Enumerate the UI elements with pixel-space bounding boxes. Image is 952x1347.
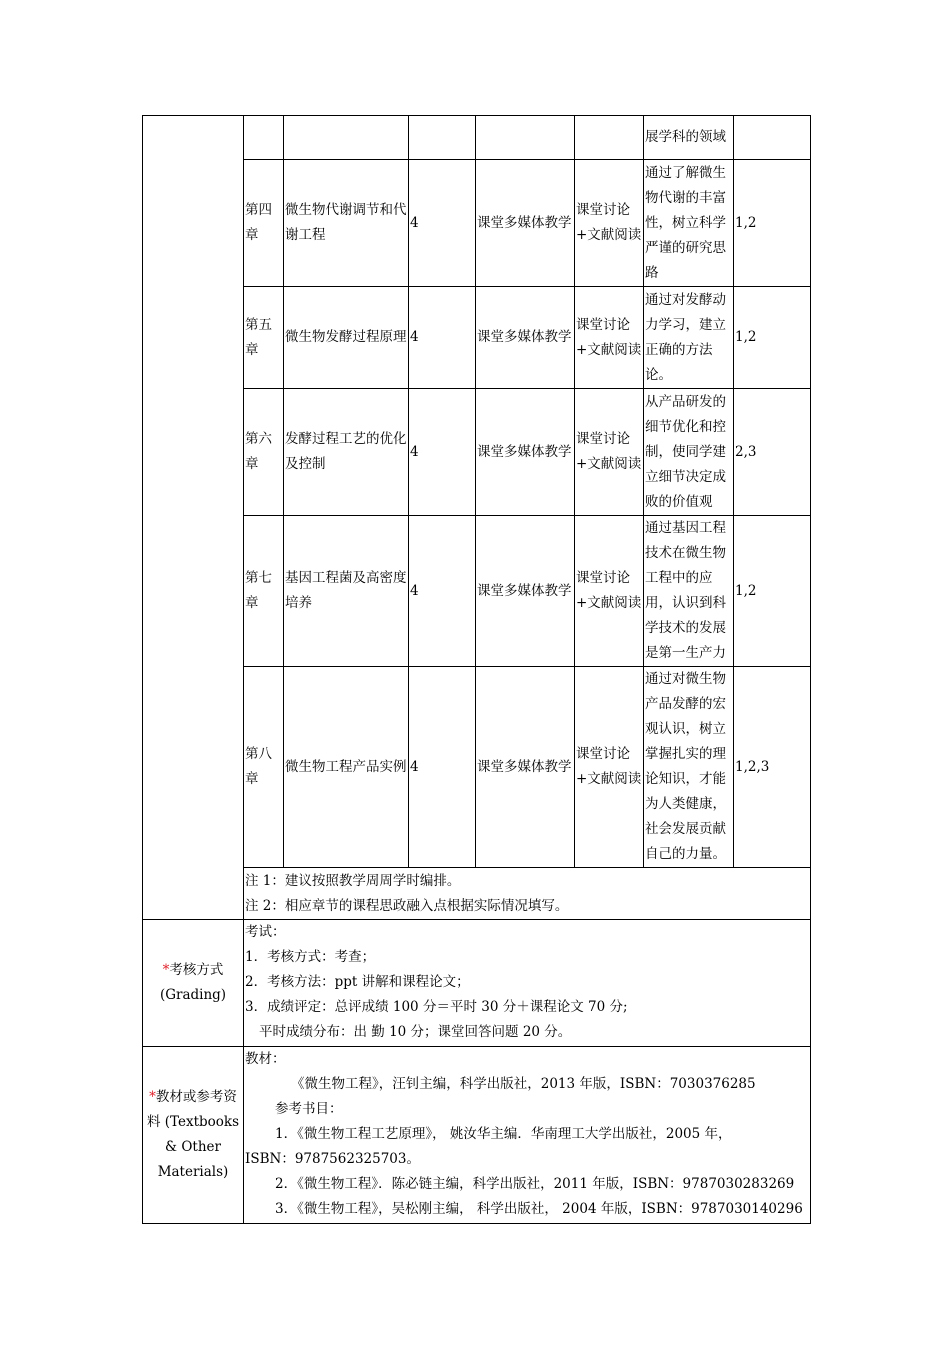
grading-line: 3．成绩评定：总评成绩 100 分＝平时 30 分＋课程论文 70 分; xyxy=(245,999,628,1015)
objectives-cell: 1,2,3 xyxy=(734,667,811,868)
chapter-title-cell: 微生物发酵过程原理 xyxy=(284,287,409,389)
reference-entry-2: 2．《微生物工程》．陈必链主编，科学出版社，2011 年版，ISBN：9787030283269 xyxy=(275,1176,795,1192)
chapter-title-cell: 发酵过程工艺的优化及控制 xyxy=(284,389,409,516)
table-row xyxy=(143,516,811,667)
table-row xyxy=(143,116,811,160)
activity-cell: 课堂讨论+文献阅读 xyxy=(575,287,644,389)
grading-content-cell xyxy=(244,920,811,1047)
materials-label-line: Materials) xyxy=(157,1164,229,1180)
goal-cell: 从产品研发的细节优化和控制，使同学建立细节决定成败的价值观 xyxy=(644,389,734,516)
notes-cell xyxy=(244,868,811,920)
method-cell: 课堂多媒体教学 xyxy=(476,516,575,667)
method-cell: 课堂多媒体教学 xyxy=(476,667,575,868)
materials-label-line xyxy=(145,1085,241,1110)
empty-cell xyxy=(284,116,409,160)
required-star: * xyxy=(162,962,170,978)
grading-line: 平时成绩分布：出 勤 10 分；课堂回答问题 20 分。 xyxy=(259,1024,572,1040)
materials-label-line: 料 (Textbooks xyxy=(146,1114,240,1130)
table-row xyxy=(143,287,811,389)
materials-row xyxy=(143,1047,811,1224)
grading-label-en: (Grading) xyxy=(159,987,227,1003)
empty-cell xyxy=(409,116,476,160)
category-cell-blank xyxy=(143,116,244,920)
grading-label-text: 考核方式 xyxy=(169,962,224,978)
chapter-title-cell: 微生物工程产品实例 xyxy=(284,667,409,868)
grading-label xyxy=(145,958,241,983)
objectives-cell: 1,2 xyxy=(734,160,811,287)
references-heading: 参考书目： xyxy=(275,1101,343,1117)
activity-cell: 课堂讨论+文献阅读 xyxy=(575,667,644,868)
objectives-cell: 2,3 xyxy=(734,389,811,516)
goal-cell: 通过基因工程技术在微生物工程中的应用，认识到科学技术的发展是第一生产力 xyxy=(644,516,734,667)
goal-cell: 展学科的领域 xyxy=(644,116,734,160)
goal-cell: 通过对微生物产品发酵的宏观认识，树立掌握扎实的理论知识，才能为人类健康，社会发展贡献自己的力量。 xyxy=(644,667,734,868)
grading-row xyxy=(143,920,811,1047)
hours-cell: 4 xyxy=(409,667,476,868)
chapter-cell: 第六章 xyxy=(244,389,284,516)
materials-label-cell xyxy=(143,1047,244,1224)
method-cell: 课堂多媒体教学 xyxy=(476,287,575,389)
goal-cell: 通过了解微生物代谢的丰富性，树立科学严谨的研究思路 xyxy=(644,160,734,287)
activity-cell: 课堂讨论+文献阅读 xyxy=(575,389,644,516)
objectives-cell: 1,2 xyxy=(734,516,811,667)
syllabus-table xyxy=(142,115,811,1224)
notes-row xyxy=(143,868,811,920)
chapter-cell: 第七章 xyxy=(244,516,284,667)
required-star: * xyxy=(149,1089,156,1105)
reference-entry-1: 1．《微生物工程工艺原理》， 姚汝华主编．华南理工大学出版社，2005 年， xyxy=(275,1126,732,1142)
empty-cell xyxy=(244,116,284,160)
note-1: 注 1：建议按照教学周周学时编排。 xyxy=(245,872,461,889)
grading-line: 1．考核方式：考查； xyxy=(245,949,376,965)
syllabus-table-section xyxy=(142,115,810,1224)
table-row xyxy=(143,389,811,516)
grading-line: 考试： xyxy=(245,924,286,940)
reference-entry-1-isbn: ISBN：9787562325703。 xyxy=(245,1151,420,1167)
textbook-entry: 《微生物工程》，汪钊主编，科学出版社，2013 年版，ISBN：7030376285 xyxy=(291,1076,756,1092)
grading-line: 2．考核方法：ppt 讲解和课程论文； xyxy=(245,974,470,990)
materials-label-line: & Other xyxy=(165,1139,221,1155)
chapter-cell: 第四章 xyxy=(244,160,284,287)
method-cell: 课堂多媒体教学 xyxy=(476,389,575,516)
hours-cell: 4 xyxy=(409,389,476,516)
table-row xyxy=(143,667,811,868)
empty-cell xyxy=(734,116,811,160)
goal-cell: 通过对发酵动力学习，建立正确的方法论。 xyxy=(644,287,734,389)
empty-cell xyxy=(575,116,644,160)
chapter-cell: 第五章 xyxy=(244,287,284,389)
activity-cell: 课堂讨论+文献阅读 xyxy=(575,160,644,287)
textbook-heading: 教材： xyxy=(245,1051,286,1067)
hours-cell: 4 xyxy=(409,287,476,389)
reference-entry-3: 3．《微生物工程》，吴松刚主编， 科学出版社， 2004 年版，ISBN：9787030140296 xyxy=(275,1201,803,1217)
hours-cell: 4 xyxy=(409,160,476,287)
activity-cell: 课堂讨论+文献阅读 xyxy=(575,516,644,667)
note-2: 注 2：相应章节的课程思政融入点根据实际情况填写。 xyxy=(245,897,569,914)
materials-label-text: 教材或参考资 xyxy=(155,1089,237,1105)
chapter-title-cell: 基因工程菌及高密度培养 xyxy=(284,516,409,667)
chapter-cell: 第八章 xyxy=(244,667,284,868)
grading-label-cell xyxy=(143,920,244,1047)
chapter-title-cell: 微生物代谢调节和代谢工程 xyxy=(284,160,409,287)
method-cell: 课堂多媒体教学 xyxy=(476,160,575,287)
hours-cell: 4 xyxy=(409,516,476,667)
table-row xyxy=(143,160,811,287)
empty-cell xyxy=(476,116,575,160)
objectives-cell: 1,2 xyxy=(734,287,811,389)
materials-content-cell xyxy=(244,1047,811,1224)
